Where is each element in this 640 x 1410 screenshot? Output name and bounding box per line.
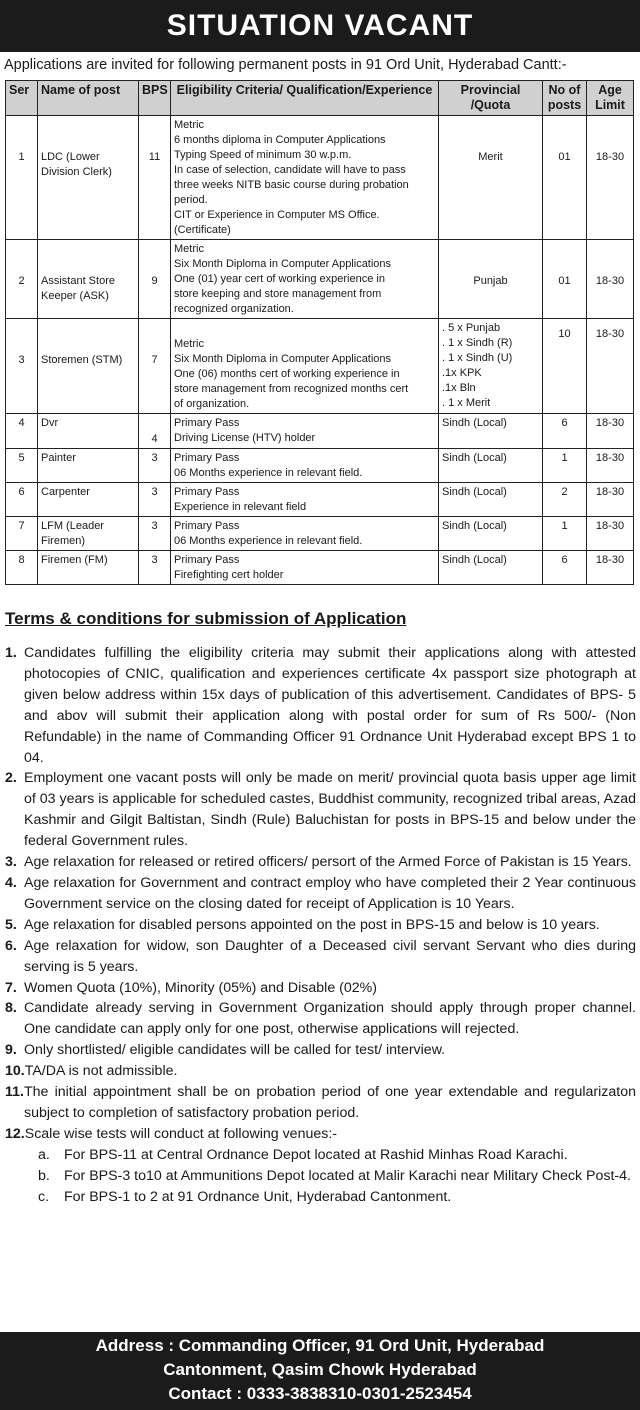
term-number: 11.: [5, 1084, 24, 1101]
terms-list: [0, 643, 640, 1207]
row-criteria: [171, 551, 439, 585]
quota-line: . 5 x Punjab: [442, 322, 501, 334]
row-ser: 1: [6, 116, 38, 240]
row-age: 18-30: [587, 517, 634, 551]
row-post-name: Dvr: [38, 414, 139, 449]
criteria-line: Primary Pass: [174, 554, 240, 566]
term-text: Candidates fulfilling the eligibility criteria may submit their applications along with attested photocopies of CNIC, qualification and experiences certificate 4x passport size photograph at given below address within 15x days of publication of this advertisement. Candidates of BPS- 5 and abov will submit their application along with postal order for sum of Rs 500/- (Non Refundable) in the name of Commanding Officer 91 Ordnance Unit Hyderabad except BPS 1 to 04.: [24, 645, 636, 766]
contact-line: Contact : 0333-3838310-0301-2523454: [168, 1384, 472, 1403]
term-text: Women Quota (10%), Minority (05%) and Disable (02%): [24, 979, 377, 996]
row-criteria: [171, 414, 439, 449]
criteria-line: period.: [174, 194, 208, 206]
row-criteria: [171, 240, 439, 319]
row-ser: 2: [6, 240, 38, 319]
row-post-name: Painter: [38, 449, 139, 483]
term-item: [5, 1061, 636, 1082]
term-text: Scale wise tests will conduct at following venues:-: [24, 1125, 338, 1142]
row-posts: 2: [543, 483, 587, 517]
header-posts: No of posts: [543, 81, 587, 116]
row-post-name: Firemen (FM): [38, 551, 139, 585]
venue-text: For BPS-1 to 2 at 91 Ordnance Unit, Hyderabad Cantonment.: [64, 1188, 452, 1205]
term-item: [5, 998, 636, 1040]
header-criteria: Eligibility Criteria/ Qualification/Experience: [171, 81, 439, 116]
row-posts: 1: [543, 449, 587, 483]
term-item: [5, 978, 636, 999]
row-bps: 4: [139, 414, 171, 449]
criteria-line: 06 Months experience in relevant field.: [174, 535, 363, 547]
term-item: [5, 936, 636, 978]
row-quota: [439, 483, 543, 517]
quota-line: Merit: [478, 151, 503, 163]
term-text: Only shortlisted/ eligible candidates will be called for test/ interview.: [24, 1042, 446, 1059]
term-number: 2.: [5, 770, 17, 787]
row-bps: 3: [139, 551, 171, 585]
term-number: 9.: [5, 1042, 17, 1059]
term-number: 3.: [5, 854, 17, 871]
row-bps: 11: [139, 116, 171, 240]
quota-line: Sindh (Local): [442, 417, 507, 429]
row-quota: [439, 517, 543, 551]
term-text: Age relaxation for widow, son Daughter of a Deceased civil servant Servant who dies during serving is 5 years.: [24, 937, 636, 975]
row-age: 18-30: [587, 483, 634, 517]
term-number: 12.: [5, 1125, 25, 1142]
term-item: [5, 768, 636, 852]
term-text: Candidate already serving in Government Organization should apply through proper channel. One candidate can apply only for one post, otherwise applications will rejected.: [24, 1000, 636, 1038]
table-row: [6, 517, 634, 551]
term-item: [5, 873, 636, 915]
row-age: 18-30: [587, 551, 634, 585]
row-criteria: [171, 517, 439, 551]
term-number: 5.: [5, 916, 17, 933]
row-ser: 6: [6, 483, 38, 517]
row-criteria: [171, 449, 439, 483]
row-posts: 01: [543, 240, 587, 319]
row-quota: [439, 240, 543, 319]
row-post-name: Storemen (STM): [38, 319, 139, 414]
term-item: [5, 643, 636, 768]
table-row: [6, 551, 634, 585]
row-quota: [439, 449, 543, 483]
row-posts: 1: [543, 517, 587, 551]
criteria-line: One (01) year cert of working experience in: [174, 273, 385, 285]
row-bps: 3: [139, 483, 171, 517]
term-item: [5, 915, 636, 936]
criteria-line: Metric: [174, 243, 204, 255]
criteria-line: store keeping and store management from: [174, 288, 382, 300]
criteria-line: three weeks NITB basic course during probation: [174, 179, 409, 191]
criteria-line: Six Month Diploma in Computer Applications: [174, 353, 392, 365]
venue-text: For BPS-3 to10 at Ammunitions Depot located at Malir Karachi near Military Check Post-4.: [64, 1167, 631, 1184]
term-number: 4.: [5, 874, 17, 891]
quota-line: .1x KPK: [442, 367, 482, 379]
row-posts: 6: [543, 551, 587, 585]
row-ser: 4: [6, 414, 38, 449]
contact-footer: [0, 1332, 640, 1410]
criteria-line: Primary Pass: [174, 486, 240, 498]
criteria-line: (Certificate): [174, 224, 231, 236]
table-row: [6, 449, 634, 483]
terms-title: Terms & conditions for submission of Application: [5, 609, 407, 628]
header-age: Age Limit: [587, 81, 634, 116]
criteria-line: Six Month Diploma in Computer Applications: [174, 258, 392, 270]
row-ser: 5: [6, 449, 38, 483]
row-quota: [439, 551, 543, 585]
row-criteria: [171, 319, 439, 414]
term-item: [5, 1124, 636, 1145]
table-row: [6, 414, 634, 449]
row-bps: 7: [139, 319, 171, 414]
venue-letter: b.: [38, 1167, 50, 1184]
criteria-line: Primary Pass: [174, 417, 240, 429]
term-item: [5, 1040, 636, 1061]
criteria-line: store management from recognized months cert: [174, 383, 409, 395]
address-line-2: Cantonment, Qasim Chowk Hyderabad: [163, 1360, 477, 1379]
term-item: [5, 852, 636, 873]
criteria-line: of organization.: [174, 398, 250, 410]
row-quota: [439, 116, 543, 240]
table-row: [6, 319, 634, 414]
table-row: [6, 483, 634, 517]
term-text: TA/DA is not admissible.: [24, 1063, 178, 1080]
venue-text: For BPS-11 at Central Ordnance Depot located at Rashid Minhas Road Karachi.: [64, 1146, 568, 1163]
criteria-line: Primary Pass: [174, 452, 240, 464]
quota-line: Sindh (Local): [442, 554, 507, 566]
term-text: The initial appointment shall be on probation period of one year extendable and regularizaton subject to completion of satisfactory probation period.: [24, 1084, 636, 1121]
row-ser: 8: [6, 551, 38, 585]
row-quota: [439, 414, 543, 449]
quota-line: Sindh (Local): [442, 486, 507, 498]
criteria-line: CIT or Experience in Computer MS Office.: [174, 209, 380, 221]
header-ser: Ser: [6, 81, 38, 116]
header-bps: BPS: [139, 81, 171, 116]
criteria-line: Metric: [174, 119, 204, 131]
table-header-row: [6, 81, 634, 116]
criteria-line: 6 months diploma in Computer Applications: [174, 134, 386, 146]
row-quota: [439, 319, 543, 414]
venue-letter: c.: [38, 1188, 50, 1205]
criteria-line: 06 Months experience in relevant field.: [174, 467, 363, 479]
table-row: [6, 116, 634, 240]
row-age: 18-30: [587, 449, 634, 483]
row-ser: 3: [6, 319, 38, 414]
quota-line: Punjab: [473, 275, 508, 287]
row-age: 18-30: [587, 240, 634, 319]
row-post-name: Assistant Store Keeper (ASK): [38, 240, 139, 319]
row-criteria: [171, 483, 439, 517]
address-line-1: Address : Commanding Officer, 91 Ord Unit, Hyderabad: [95, 1336, 545, 1355]
row-bps: 3: [139, 517, 171, 551]
criteria-line: Experience in relevant field: [174, 501, 307, 513]
criteria-line: In case of selection, candidate will have to pass: [174, 164, 406, 176]
venue-item: [38, 1145, 636, 1166]
row-ser: 7: [6, 517, 38, 551]
row-age: 18-30: [587, 116, 634, 240]
term-number: 1.: [5, 645, 17, 661]
row-post-name: Carpenter: [38, 483, 139, 517]
row-posts: 10: [543, 319, 587, 414]
row-post-name: LFM (Leader Firemen): [38, 517, 139, 551]
quota-line: Sindh (Local): [442, 452, 507, 464]
criteria-line: Primary Pass: [174, 520, 240, 532]
term-number: 7.: [5, 979, 17, 996]
row-post-name: LDC (Lower Division Clerk): [38, 116, 139, 240]
venue-item: [38, 1166, 636, 1187]
row-posts: 6: [543, 414, 587, 449]
criteria-line: Typing Speed of minimum 30 w.p.m.: [174, 149, 352, 161]
term-text: Age relaxation for released or retired officers/ persort of the Armed Force of Pakistan is 15 Years.: [24, 854, 632, 871]
header-quota: Provincial /Quota: [439, 81, 543, 116]
quota-line: .1x Bln: [442, 382, 476, 394]
table-row: [6, 240, 634, 319]
quota-line: . 1 x Sindh (R): [442, 337, 513, 349]
row-bps: 3: [139, 449, 171, 483]
row-bps: 9: [139, 240, 171, 319]
term-number: 6.: [5, 937, 17, 954]
criteria-line: One (06) months cert of working experience in: [174, 368, 400, 380]
term-text: Employment one vacant posts will only be made on merit/ provincial quota basis upper age limit of 03 years is applicable for scheduled castes, Buddhist community, recognized tribal areas, Azad Kashmir and Gilgit Baltistan, Sindh (Rule) Baluchistan for posts in BPS-15 and below under the federal Government rules.: [24, 770, 636, 850]
criteria-line: Driving License (HTV) holder: [174, 432, 316, 444]
row-posts: 01: [543, 116, 587, 240]
term-text: Age relaxation for disabled persons appointed on the post in BPS-15 and below is 10 years.: [24, 916, 600, 933]
criteria-line: Firefighting cert holder: [174, 569, 284, 581]
quota-line: . 1 x Sindh (U): [442, 352, 513, 364]
quota-line: Sindh (Local): [442, 520, 507, 532]
row-age: 18-30: [587, 319, 634, 414]
row-criteria: [171, 116, 439, 240]
venue-item: [38, 1187, 636, 1208]
posts-table: [5, 80, 634, 585]
quota-line: . 1 x Merit: [442, 397, 491, 409]
term-number: 8.: [5, 1000, 17, 1017]
term-text: Age relaxation for Government and contract employ who have completed their 2 Year continuous Government service on the closing dated for receipt of Application is 10 Years.: [24, 874, 636, 912]
page-title: SITUATION VACANT: [0, 0, 640, 52]
term-number: 10.: [5, 1063, 25, 1080]
intro-text: Applications are invited for following permanent posts in 91 Ord Unit, Hyderabad Cantt:-: [4, 57, 567, 73]
row-age: 18-30: [587, 414, 634, 449]
header-name: Name of post: [38, 81, 139, 116]
term-item: [5, 1082, 636, 1124]
criteria-line: recognized organization.: [174, 303, 294, 315]
venue-letter: a.: [38, 1146, 50, 1163]
criteria-line: Metric: [174, 338, 204, 350]
